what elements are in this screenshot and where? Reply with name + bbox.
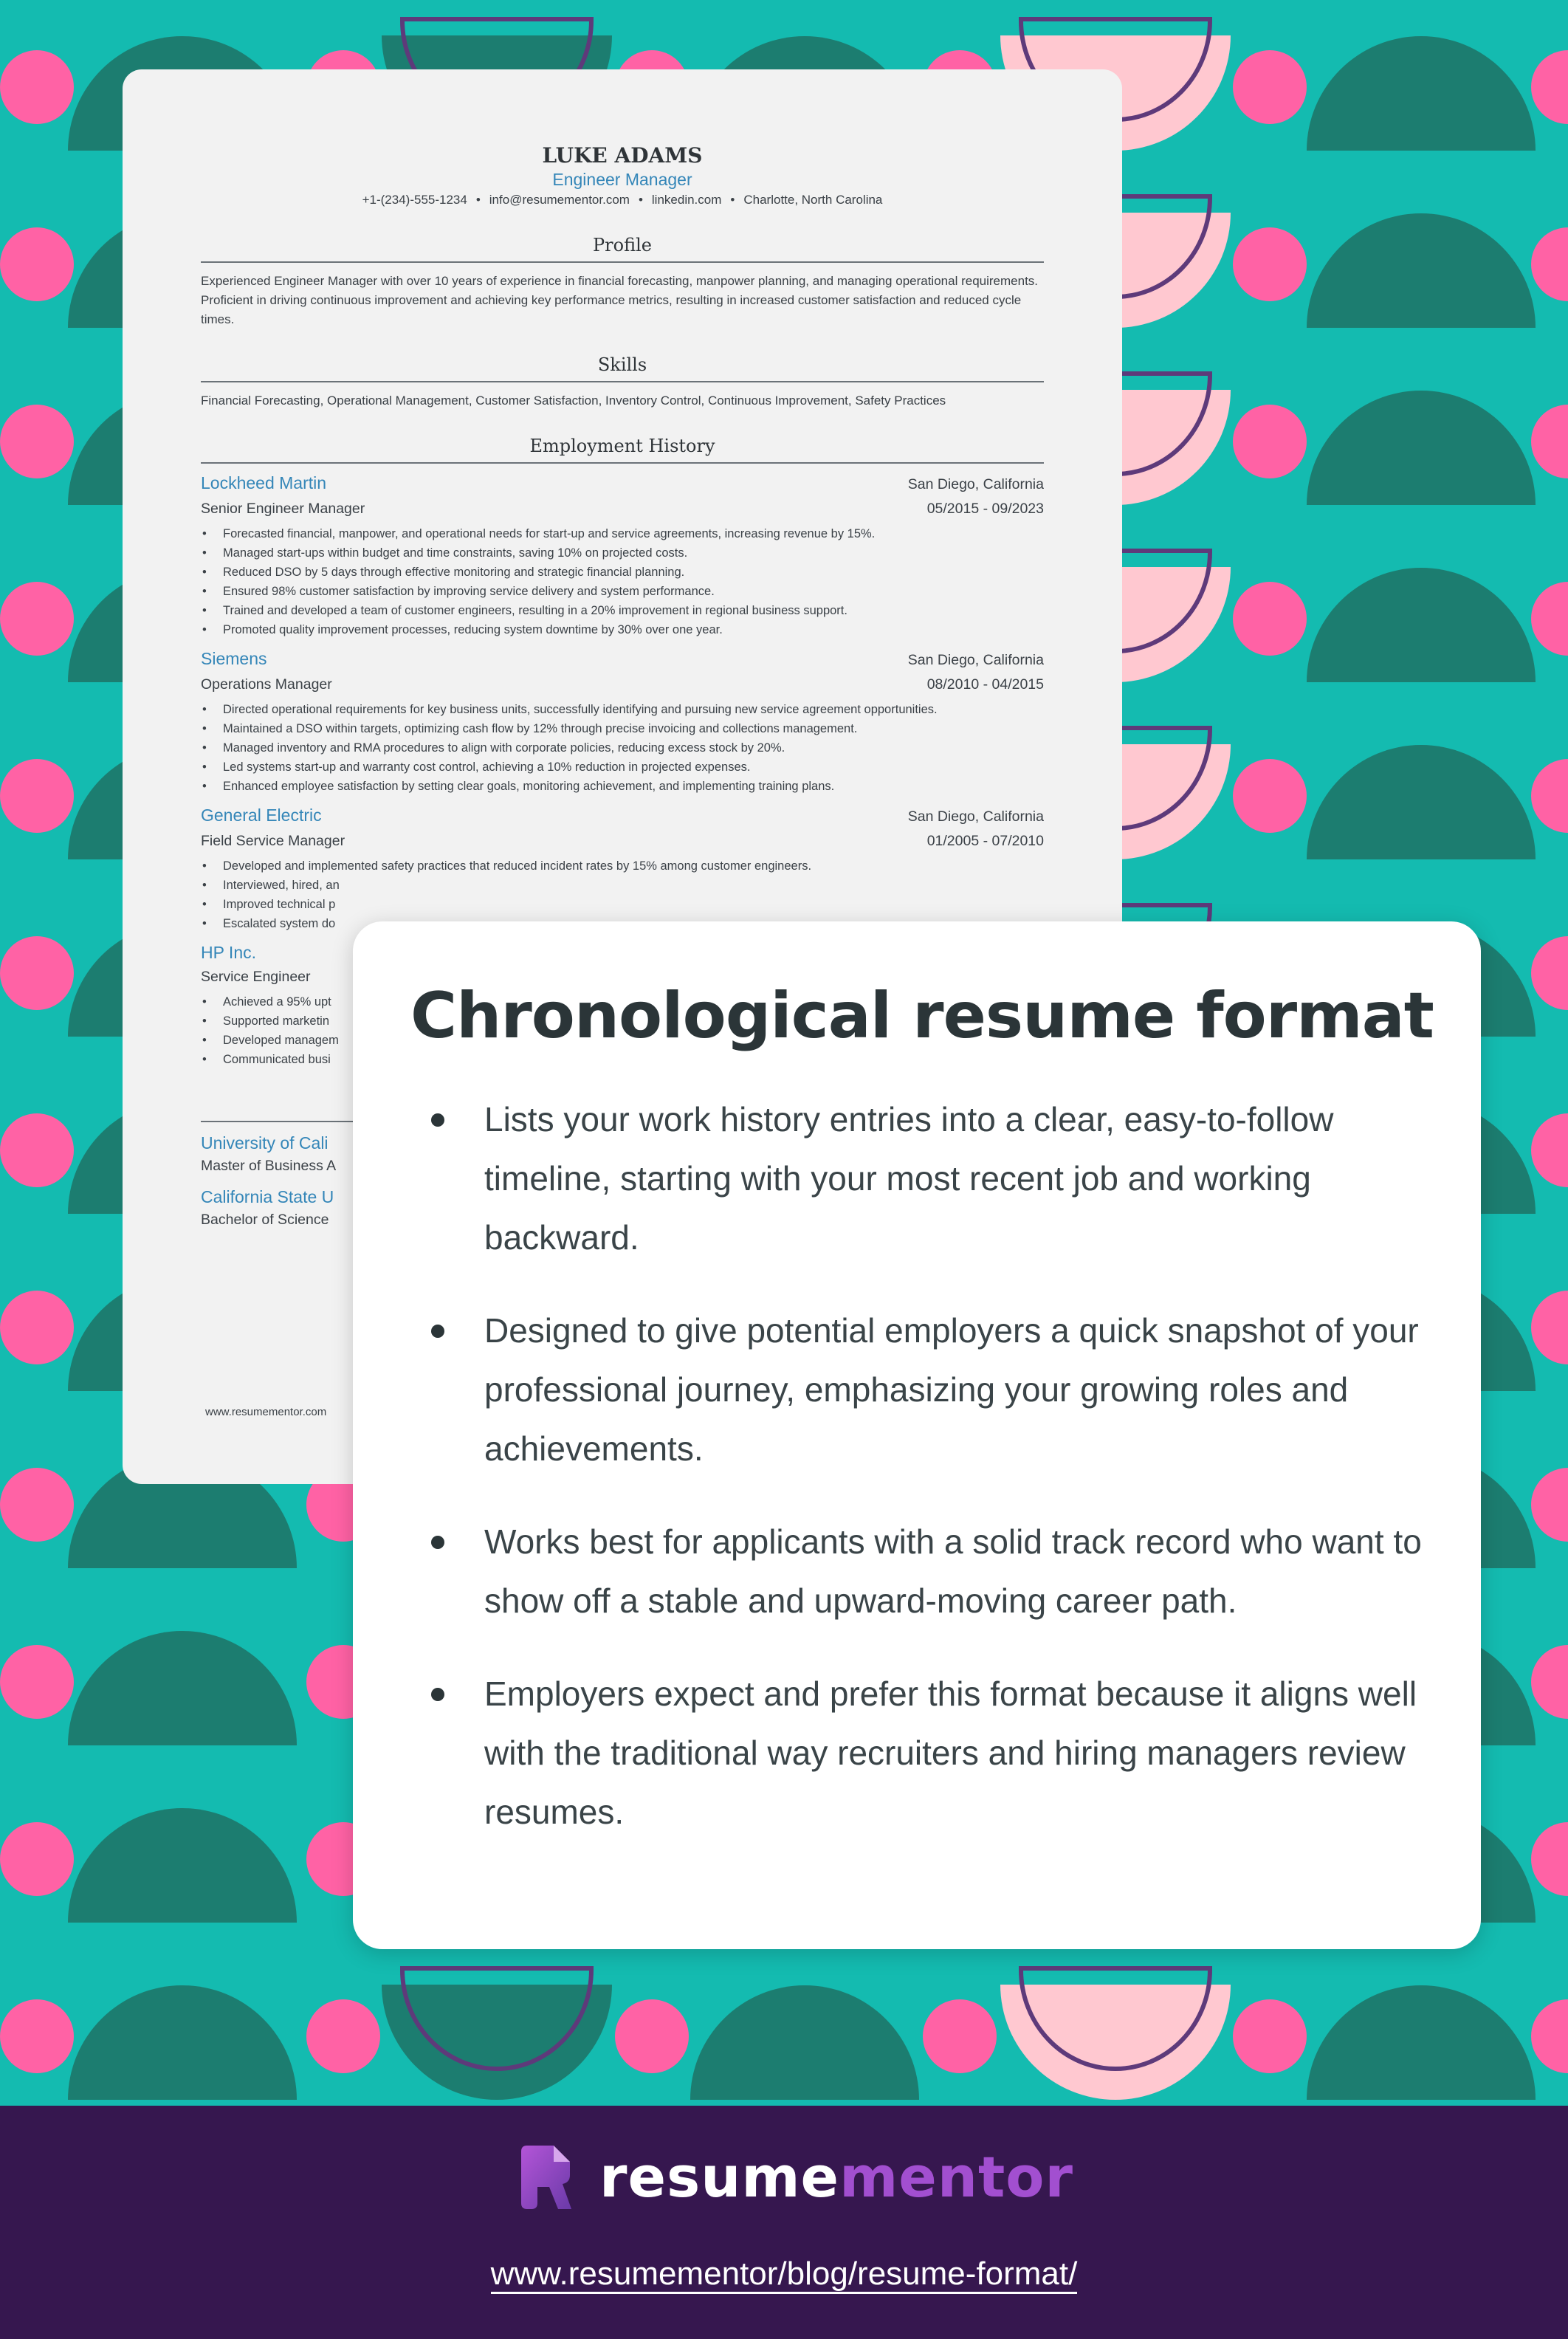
pink-circle	[1233, 50, 1307, 124]
pink-circle	[1233, 405, 1307, 478]
info-bullets	[410, 1090, 1437, 1841]
brand-mentor: mentor	[839, 2144, 1073, 2210]
info-bullet: Designed to give potential employers a quick snapshot of your professional journey, emphasizing your growing roles and achievements.	[484, 1301, 1437, 1478]
job-dates: 08/2010 - 04/2015	[926, 676, 1044, 693]
pink-circle	[0, 405, 74, 478]
brand-wordmark	[599, 2144, 1073, 2211]
job-role: Operations Manager	[201, 676, 332, 693]
dome-shape	[1307, 568, 1536, 682]
dome-shape	[1307, 391, 1536, 505]
job-entry	[201, 647, 1044, 796]
dome-shape	[690, 1985, 919, 2100]
pink-circle	[0, 936, 74, 1010]
cup-shape	[1000, 1985, 1231, 2100]
job-bullet: • Led systems start-up and warranty cost control, achieving a 10% reduction in projected expenses.	[223, 758, 1044, 777]
contact-item: linkedin.com	[651, 193, 722, 207]
pink-circle	[1531, 1822, 1568, 1896]
pink-circle	[1233, 582, 1307, 656]
job-bullet: • Reduced DSO by 5 days through effective monitoring and strategic financial planning.	[223, 563, 1044, 582]
pink-circle	[0, 759, 74, 833]
section-heading-employment: Employment History	[201, 434, 1044, 464]
resume-contacts	[201, 190, 1044, 210]
job-dates: 01/2005 - 07/2010	[926, 833, 1044, 849]
pink-circle	[1531, 1645, 1568, 1719]
info-bullet: Employers expect and prefer this format because it aligns well with the traditional way recruiters and hiring managers review resumes.	[484, 1664, 1437, 1841]
school-name: University of Cali	[201, 1133, 329, 1153]
resume-name: LUKE ADAMS	[542, 143, 703, 168]
job-bullet: • Ensured 98% customer satisfaction by improving service delivery and system performance.	[223, 582, 1044, 601]
brand-logo[interactable]	[521, 2144, 1073, 2211]
resume-job-title: Engineer Manager	[552, 170, 692, 189]
dome-shape	[68, 1808, 297, 1923]
job-bullet: • Enhanced employee satisfaction by setting clear goals, monitoring achievement, and implementing training plans.	[223, 777, 1044, 796]
separator-dot: •	[638, 193, 643, 207]
job-bullet: • Managed inventory and RMA procedures to align with corporate policies, reducing excess stock by 20%.	[223, 738, 1044, 758]
dome-shape	[1307, 745, 1536, 859]
degree-name: Bachelor of Science	[201, 1212, 329, 1228]
dome-shape	[68, 1985, 297, 2100]
pink-circle	[306, 1999, 380, 2073]
section-heading-skills: Skills	[201, 353, 1044, 382]
pink-circle	[1531, 50, 1568, 124]
dome-shape	[68, 1631, 297, 1745]
job-role: Field Service Manager	[201, 833, 345, 849]
pink-circle	[0, 227, 74, 301]
pink-circle	[1531, 405, 1568, 478]
dome-shape	[1307, 213, 1536, 328]
job-entry	[201, 803, 1044, 933]
job-location: San Diego, California	[907, 476, 1044, 492]
pink-circle	[1531, 1113, 1568, 1187]
footer-banner	[0, 2106, 1568, 2339]
job-bullet: • Escalated system do	[223, 914, 1044, 933]
pink-circle	[0, 582, 74, 656]
school-name: California State U	[201, 1187, 334, 1206]
pink-circle	[923, 1999, 997, 2073]
pink-circle	[1233, 1999, 1307, 2073]
job-bullet: • Developed managem	[223, 1031, 1044, 1050]
job-bullet: • Maintained a DSO within targets, optimizing cash flow by 12% through precise invoicing and collections management.	[223, 719, 1044, 738]
degree-name: Master of Business A	[201, 1158, 337, 1174]
pink-circle	[1531, 936, 1568, 1010]
job-bullet: • Developed and implemented safety practices that reduced incident rates by 15% among customer engineers.	[223, 856, 1044, 876]
brand-resume: resume	[599, 2144, 840, 2210]
pink-circle	[615, 1999, 689, 2073]
company-name: HP Inc.	[201, 943, 256, 962]
job-entry	[201, 471, 1044, 639]
job-bullet: • Directed operational requirements for key business units, successfully identifying and pursuing new service agreement opportunities.	[223, 700, 1044, 719]
footer-url-link[interactable]: www.resumementor/blog/resume-format/	[491, 2256, 1078, 2294]
job-location: San Diego, California	[907, 808, 1044, 825]
job-subheader	[201, 497, 1044, 521]
pink-circle	[0, 1113, 74, 1187]
dome-shape	[1307, 1985, 1536, 2100]
pink-circle	[1531, 227, 1568, 301]
info-bullet: Lists your work history entries into a clear, easy-to-follow timeline, starting with your most recent job and working backward.	[484, 1090, 1437, 1267]
job-subheader	[201, 829, 1044, 853]
job-bullets	[201, 524, 1044, 639]
job-header	[201, 471, 1044, 497]
pink-circle	[1531, 1291, 1568, 1364]
resume-footer-url: www.resumementor.com	[205, 1406, 327, 1418]
contact-item: Charlotte, North Carolina	[743, 193, 883, 207]
job-bullet: • Improved technical p	[223, 895, 1044, 914]
contact-item: info@resumementor.com	[489, 193, 630, 207]
job-bullet: • Trained and developed a team of customer engineers, resulting in a 20% improvement in regional business support.	[223, 601, 1044, 620]
pink-circle	[1531, 1468, 1568, 1542]
job-bullet: • Achieved a 95% upt	[223, 992, 1044, 1011]
job-bullet: • Managed start-ups within budget and time constraints, saving 10% on projected costs.	[223, 543, 1044, 563]
info-card	[353, 921, 1481, 1949]
job-header	[201, 803, 1044, 829]
pink-circle	[0, 1822, 74, 1896]
info-title: Chronological resume format	[410, 979, 1434, 1053]
separator-dot: •	[475, 193, 481, 207]
dome-shape	[1307, 36, 1536, 151]
job-role: Senior Engineer Manager	[201, 501, 365, 517]
info-bullet: Works best for applicants with a solid track record who want to show off a stable and upward-moving career path.	[484, 1512, 1437, 1630]
pink-circle	[1531, 582, 1568, 656]
pink-circle	[0, 1468, 74, 1542]
separator-dot: •	[730, 193, 735, 207]
job-bullets	[201, 700, 1044, 796]
resumementor-logo-icon	[521, 2146, 573, 2209]
job-bullet: • Forecasted financial, manpower, and operational needs for start-up and service agreements, increasing revenue by 15%.	[223, 524, 1044, 543]
company-name: Lockheed Martin	[201, 473, 327, 492]
section-heading-profile: Profile	[201, 233, 1044, 263]
pink-circle	[1233, 227, 1307, 301]
pink-circle	[1531, 759, 1568, 833]
job-dates: 05/2015 - 09/2023	[926, 501, 1044, 517]
pink-circle	[0, 1999, 74, 2073]
contact-item: +1-(234)-555-1234	[362, 193, 467, 207]
footer-url	[0, 2253, 1568, 2295]
job-location: San Diego, California	[907, 652, 1044, 668]
company-name: General Electric	[201, 806, 322, 825]
pink-circle	[0, 50, 74, 124]
pink-circle	[1233, 759, 1307, 833]
company-name: Siemens	[201, 649, 267, 668]
job-bullet: • Interviewed, hired, an	[223, 876, 1044, 895]
skills-text: Financial Forecasting, Operational Management, Customer Satisfaction, Inventory Control, Continuous Improvement, Safety Practices	[201, 394, 946, 408]
pink-circle	[0, 1645, 74, 1719]
job-bullet: • Communicated busi	[223, 1050, 1044, 1069]
job-subheader	[201, 673, 1044, 697]
job-role: Service Engineer	[201, 969, 311, 985]
pink-circle	[0, 1291, 74, 1364]
profile-text: Experienced Engineer Manager with over 10 years of experience in financial forecasting, manpower planning, and managing operational requirements. Proficient in driving continuous improvement and achieving key performance metrics, resulting in increased customer satisfaction and reduced cycle times.	[201, 274, 1039, 326]
cup-shape	[382, 1985, 612, 2100]
pink-circle	[1531, 1999, 1568, 2073]
job-bullet: • Promoted quality improvement processes, reducing system downtime by 30% over one year.	[223, 620, 1044, 639]
job-bullet: • Supported marketin	[223, 1011, 1044, 1031]
job-header	[201, 647, 1044, 673]
